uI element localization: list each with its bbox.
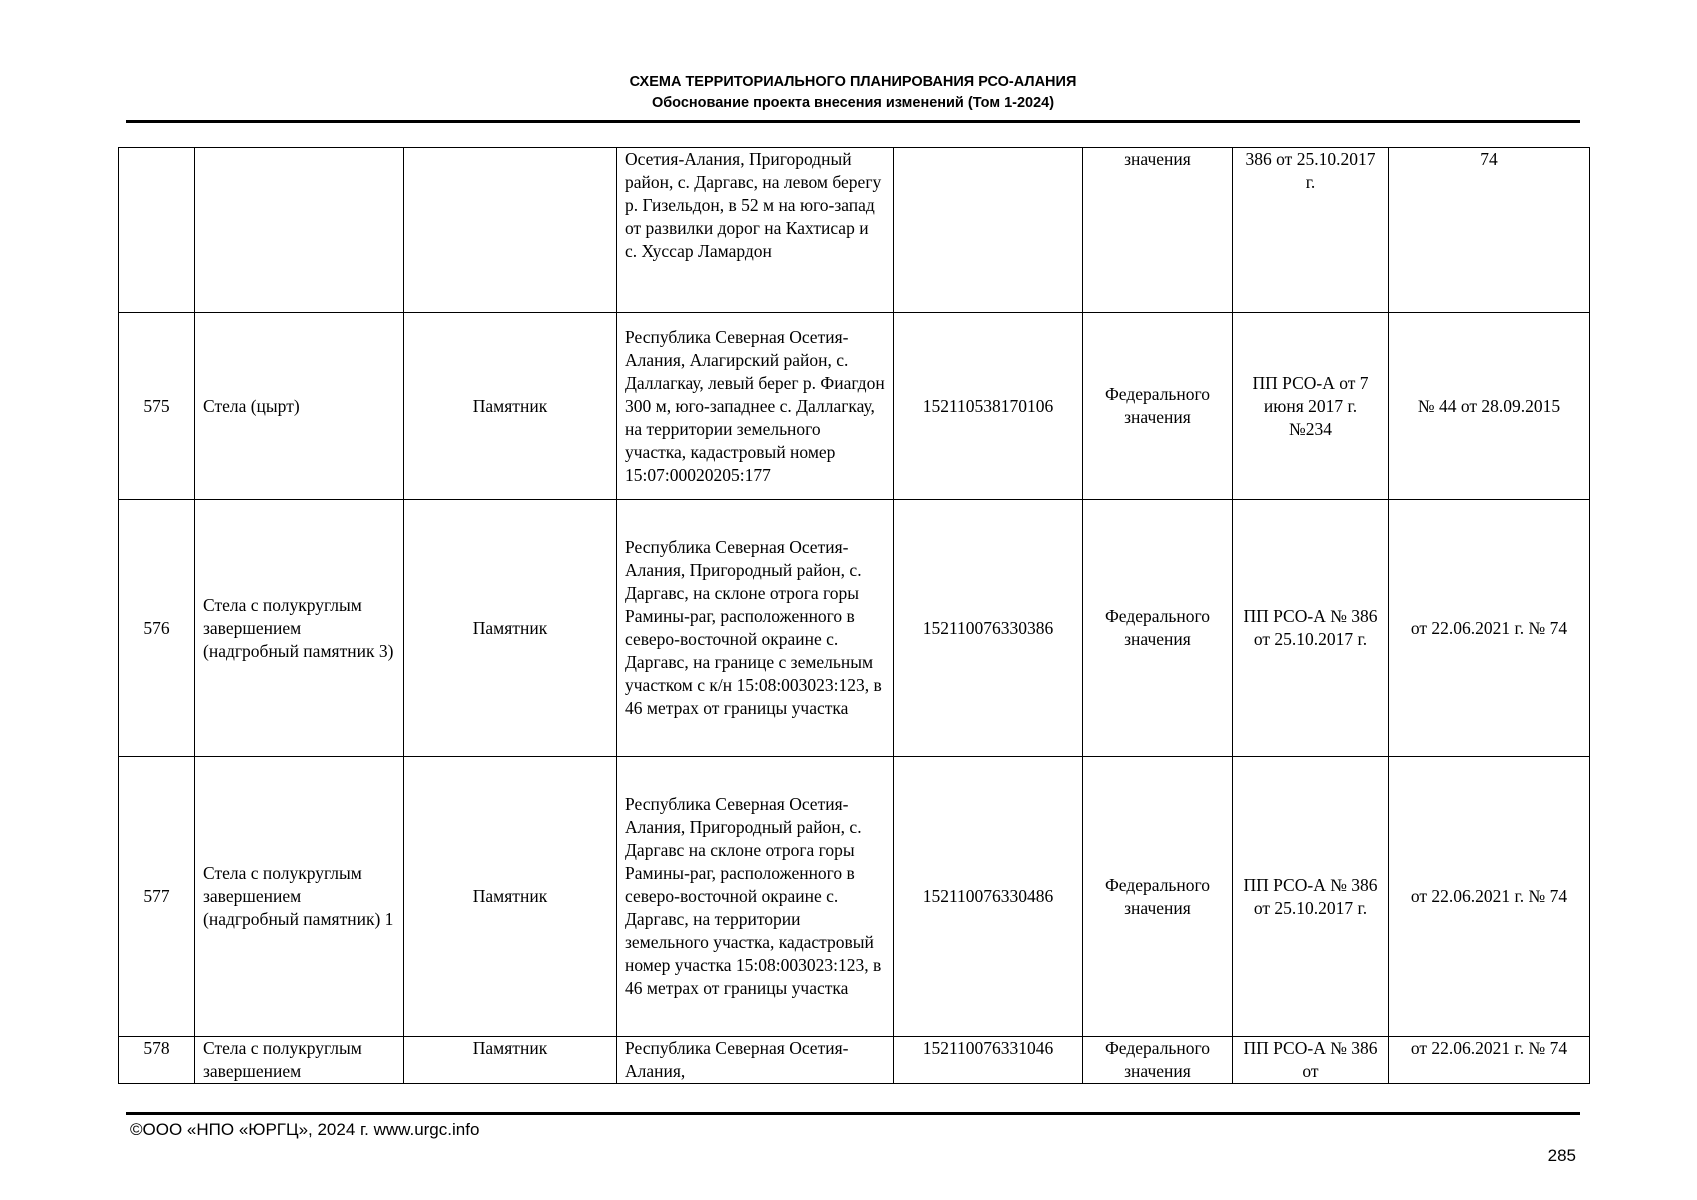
registry-number-cell [894,148,1083,313]
category-cell: Федерального значения [1083,500,1233,757]
object-type-cell: Памятник [404,1037,617,1084]
document-cell: от 22.06.2021 г. № 74 [1389,757,1590,1037]
page-number: 285 [1547,1146,1576,1165]
legal-act-cell: 386 от 25.10.2017 г. [1233,148,1389,313]
category-cell: Федерального значения [1083,757,1233,1037]
object-name-cell: Стела (цырт) [195,313,404,500]
row-number-cell: 575 [119,313,195,500]
header-subtitle: Обоснование проекта внесения изменений (Том 1-2024) [651,95,1055,111]
registry-number-cell: 152110538170106 [894,313,1083,500]
object-type-cell [404,148,617,313]
object-type-cell: Памятник [404,313,617,500]
legal-act-cell: ПП РСО-А от 7 июня 2017 г. №234 [1233,313,1389,500]
category-cell: Федерального значения [1083,313,1233,500]
document-cell: от 22.06.2021 г. № 74 [1389,500,1590,757]
table-row [119,500,1590,757]
registry-number-cell: 152110076330386 [894,500,1083,757]
document-cell: от 22.06.2021 г. № 74 [1389,1037,1590,1084]
header-title: СХЕМА ТЕРРИТОРИАЛЬНОГО ПЛАНИРОВАНИЯ РСО-АЛАНИЯ [629,74,1077,90]
address-cell: Республика Северная Осетия-Алания, [617,1037,894,1084]
object-name-cell: Стела с полукруглым завершением [195,1037,404,1084]
legal-act-cell: ПП РСО-А № 386 от 25.10.2017 г. [1233,757,1389,1037]
category-cell: значения [1083,148,1233,313]
footer-copyright: ©ООО «НПО «ЮРГЦ», 2024 г. www.urgc.info [130,1120,480,1139]
category-cell: Федерального значения [1083,1037,1233,1084]
table-row [119,757,1590,1037]
address-cell: Республика Северная Осетия-Алания, Пригородный район, с. Даргавс на склоне отрога горы Рамины-раг, расположенного в северо-восточной окраине с. Даргавс, на территории земельного участка, кадастровый номер участка 15:08:003023:123, в 46 метрах от границы участка [617,757,894,1037]
row-number-cell [119,148,195,313]
object-name-cell: Стела с полукруглым завершением (надгробный памятник) 1 [195,757,404,1037]
address-cell: Республика Северная Осетия-Алания, Алагирский район, с. Даллагкау, левый берег р. Фиагдон 300 м, юго-западнее с. Даллагкау, на территории земельного участка, кадастровый номер 15:07:00020205:177 [617,313,894,500]
document-cell: № 44 от 28.09.2015 [1389,313,1590,500]
row-number-cell: 576 [119,500,195,757]
legal-act-cell: ПП РСО-А № 386 от [1233,1037,1389,1084]
monuments-table [118,147,1590,1084]
object-type-cell: Памятник [404,757,617,1037]
address-cell: Осетия-Алания, Пригородный район, с. Даргавс, на левом берегу р. Гизельдон, в 52 м на юго-запад от развилки дорог на Кахтисар и с. Хуссар Ламардон [617,148,894,313]
document-cell: 74 [1389,148,1590,313]
object-name-cell: Стела с полукруглым завершением (надгробный памятник 3) [195,500,404,757]
address-cell: Республика Северная Осетия-Алания, Пригородный район, с. Даргавс, на склоне отрога горы Рамины-раг, расположенного в северо-восточной окраине с. Даргавс, на границе с земельным участком с к/н 15:08:003023:123, в 46 метрах от границы участка [617,500,894,757]
row-number-cell: 577 [119,757,195,1037]
table-row [119,148,1590,313]
table-row [119,313,1590,500]
row-number-cell: 578 [119,1037,195,1084]
table-row [119,1037,1590,1084]
page-header [126,72,1580,114]
registry-number-cell: 152110076330486 [894,757,1083,1037]
header-rule [126,120,1580,123]
footer-rule [126,1112,1580,1115]
registry-number-cell: 152110076331046 [894,1037,1083,1084]
object-name-cell [195,148,404,313]
legal-act-cell: ПП РСО-А № 386 от 25.10.2017 г. [1233,500,1389,757]
object-type-cell: Памятник [404,500,617,757]
